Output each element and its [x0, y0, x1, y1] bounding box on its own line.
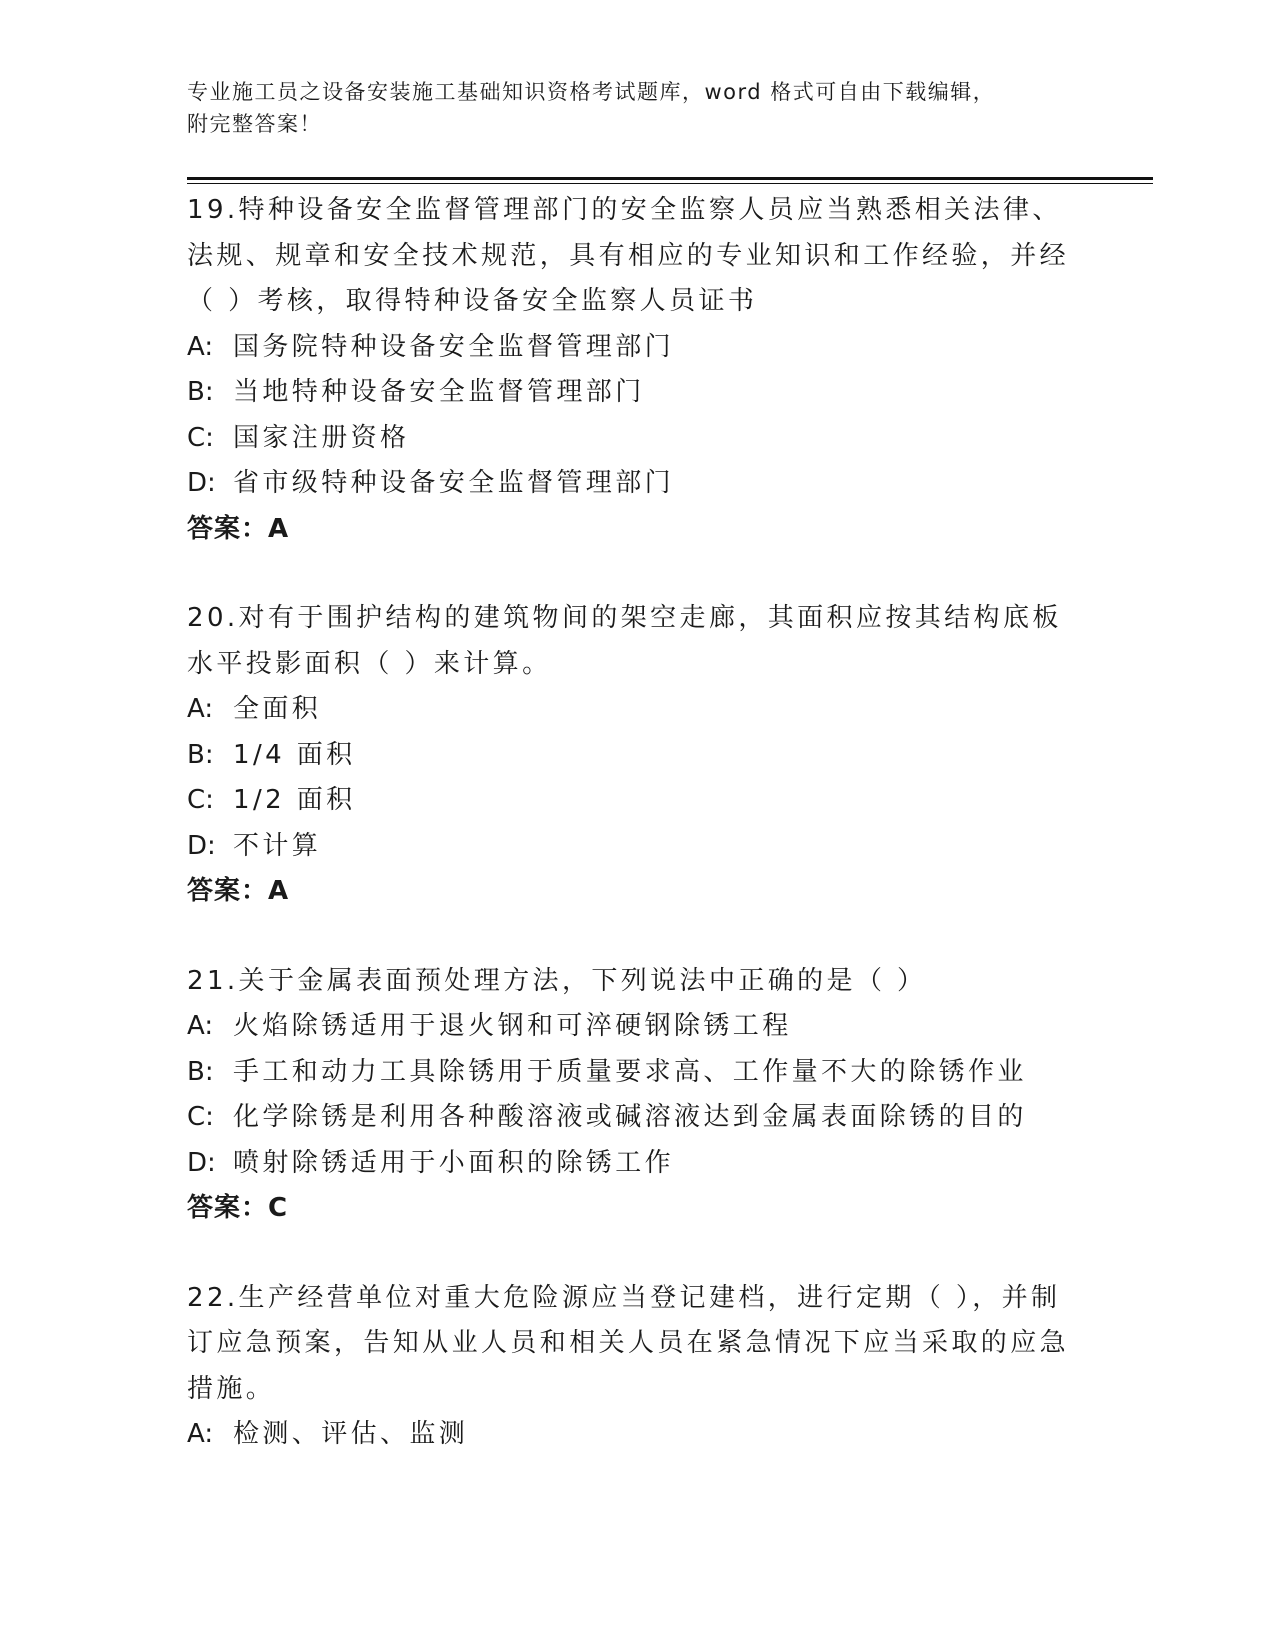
option-a: [187, 1004, 1087, 1050]
question-text: 20.对有于围护结构的建筑物间的架空走廊，其面积应按其结构底板水平投影面积（ ）来计算。: [187, 603, 1062, 679]
option-text: 手工和动力工具除锈用于质量要求高、工作量不大的除锈作业: [233, 1056, 1027, 1087]
option-label: A:: [187, 694, 214, 724]
answer: 答案：A: [187, 876, 290, 906]
option-a: [187, 687, 1087, 733]
option-label: A:: [187, 1419, 214, 1449]
option-text: 检测、评估、监测: [233, 1419, 469, 1449]
option-label: D:: [187, 830, 216, 861]
question-21: [187, 959, 1087, 1232]
header-divider-thin: [187, 183, 1153, 184]
option-c: [187, 778, 1087, 824]
answer: 答案：C: [187, 1193, 289, 1223]
option-text: 火焰除锈适用于退火钢和可淬硬钢除锈工程: [233, 1011, 792, 1041]
question-19: [187, 188, 1087, 552]
option-c: [187, 416, 1087, 462]
option-a: [187, 1412, 1087, 1458]
header-divider-thick: [187, 177, 1153, 180]
option-text: 国家注册资格: [233, 422, 410, 453]
option-d: [187, 461, 1087, 507]
option-text: 1/2 面积: [233, 785, 356, 815]
option-text: 1/4 面积: [233, 739, 356, 770]
option-label: B:: [187, 739, 214, 770]
option-text: 不计算: [233, 830, 322, 861]
question-text: 22.生产经营单位对重大危险源应当登记建档，进行定期（ ），并制订应急预案，告知从业人员和相关人员在紧急情况下应当采取的应急措施。: [187, 1282, 1070, 1404]
option-label: C:: [187, 422, 214, 453]
question-list: [187, 188, 1087, 1502]
option-d: [187, 1141, 1087, 1187]
option-label: B:: [187, 377, 214, 407]
option-b: [187, 1050, 1087, 1096]
document-header: [187, 76, 1087, 140]
option-d: [187, 824, 1087, 870]
option-b: [187, 733, 1087, 779]
question-text: 21.关于金属表面预处理方法，下列说法中正确的是（ ）: [187, 965, 927, 996]
option-text: 当地特种设备安全监督管理部门: [233, 377, 645, 407]
option-label: C:: [187, 1102, 214, 1132]
option-label: A:: [187, 331, 214, 362]
option-label: A:: [187, 1011, 214, 1041]
question-text: 19.特种设备安全监督管理部门的安全监察人员应当熟悉相关法律、法规、规章和安全技术规范，具有相应的专业知识和工作经验，并经（ ）考核，取得特种设备安全监察人员证书: [187, 195, 1070, 316]
question-20: [187, 596, 1087, 915]
option-text: 化学除锈是利用各种酸溶液或碱溶液达到金属表面除锈的目的: [233, 1102, 1027, 1132]
option-a: [187, 325, 1087, 371]
option-label: B:: [187, 1056, 214, 1087]
option-label: D:: [187, 468, 216, 498]
header-line-1: 专业施工员之设备安装施工基础知识资格考试题库，word 格式可自由下载编辑，: [187, 80, 996, 104]
header-line-2: 附完整答案！: [187, 112, 322, 136]
option-text: 喷射除锈适用于小面积的除锈工作: [233, 1147, 675, 1178]
option-text: 全面积: [233, 694, 322, 724]
option-label: C:: [187, 785, 214, 815]
answer: 答案：A: [187, 513, 290, 544]
option-c: [187, 1095, 1087, 1141]
option-label: D:: [187, 1147, 216, 1178]
option-text: 国务院特种设备安全监督管理部门: [233, 331, 675, 362]
question-22: [187, 1276, 1087, 1458]
option-text: 省市级特种设备安全监督管理部门: [233, 468, 675, 498]
option-b: [187, 370, 1087, 416]
